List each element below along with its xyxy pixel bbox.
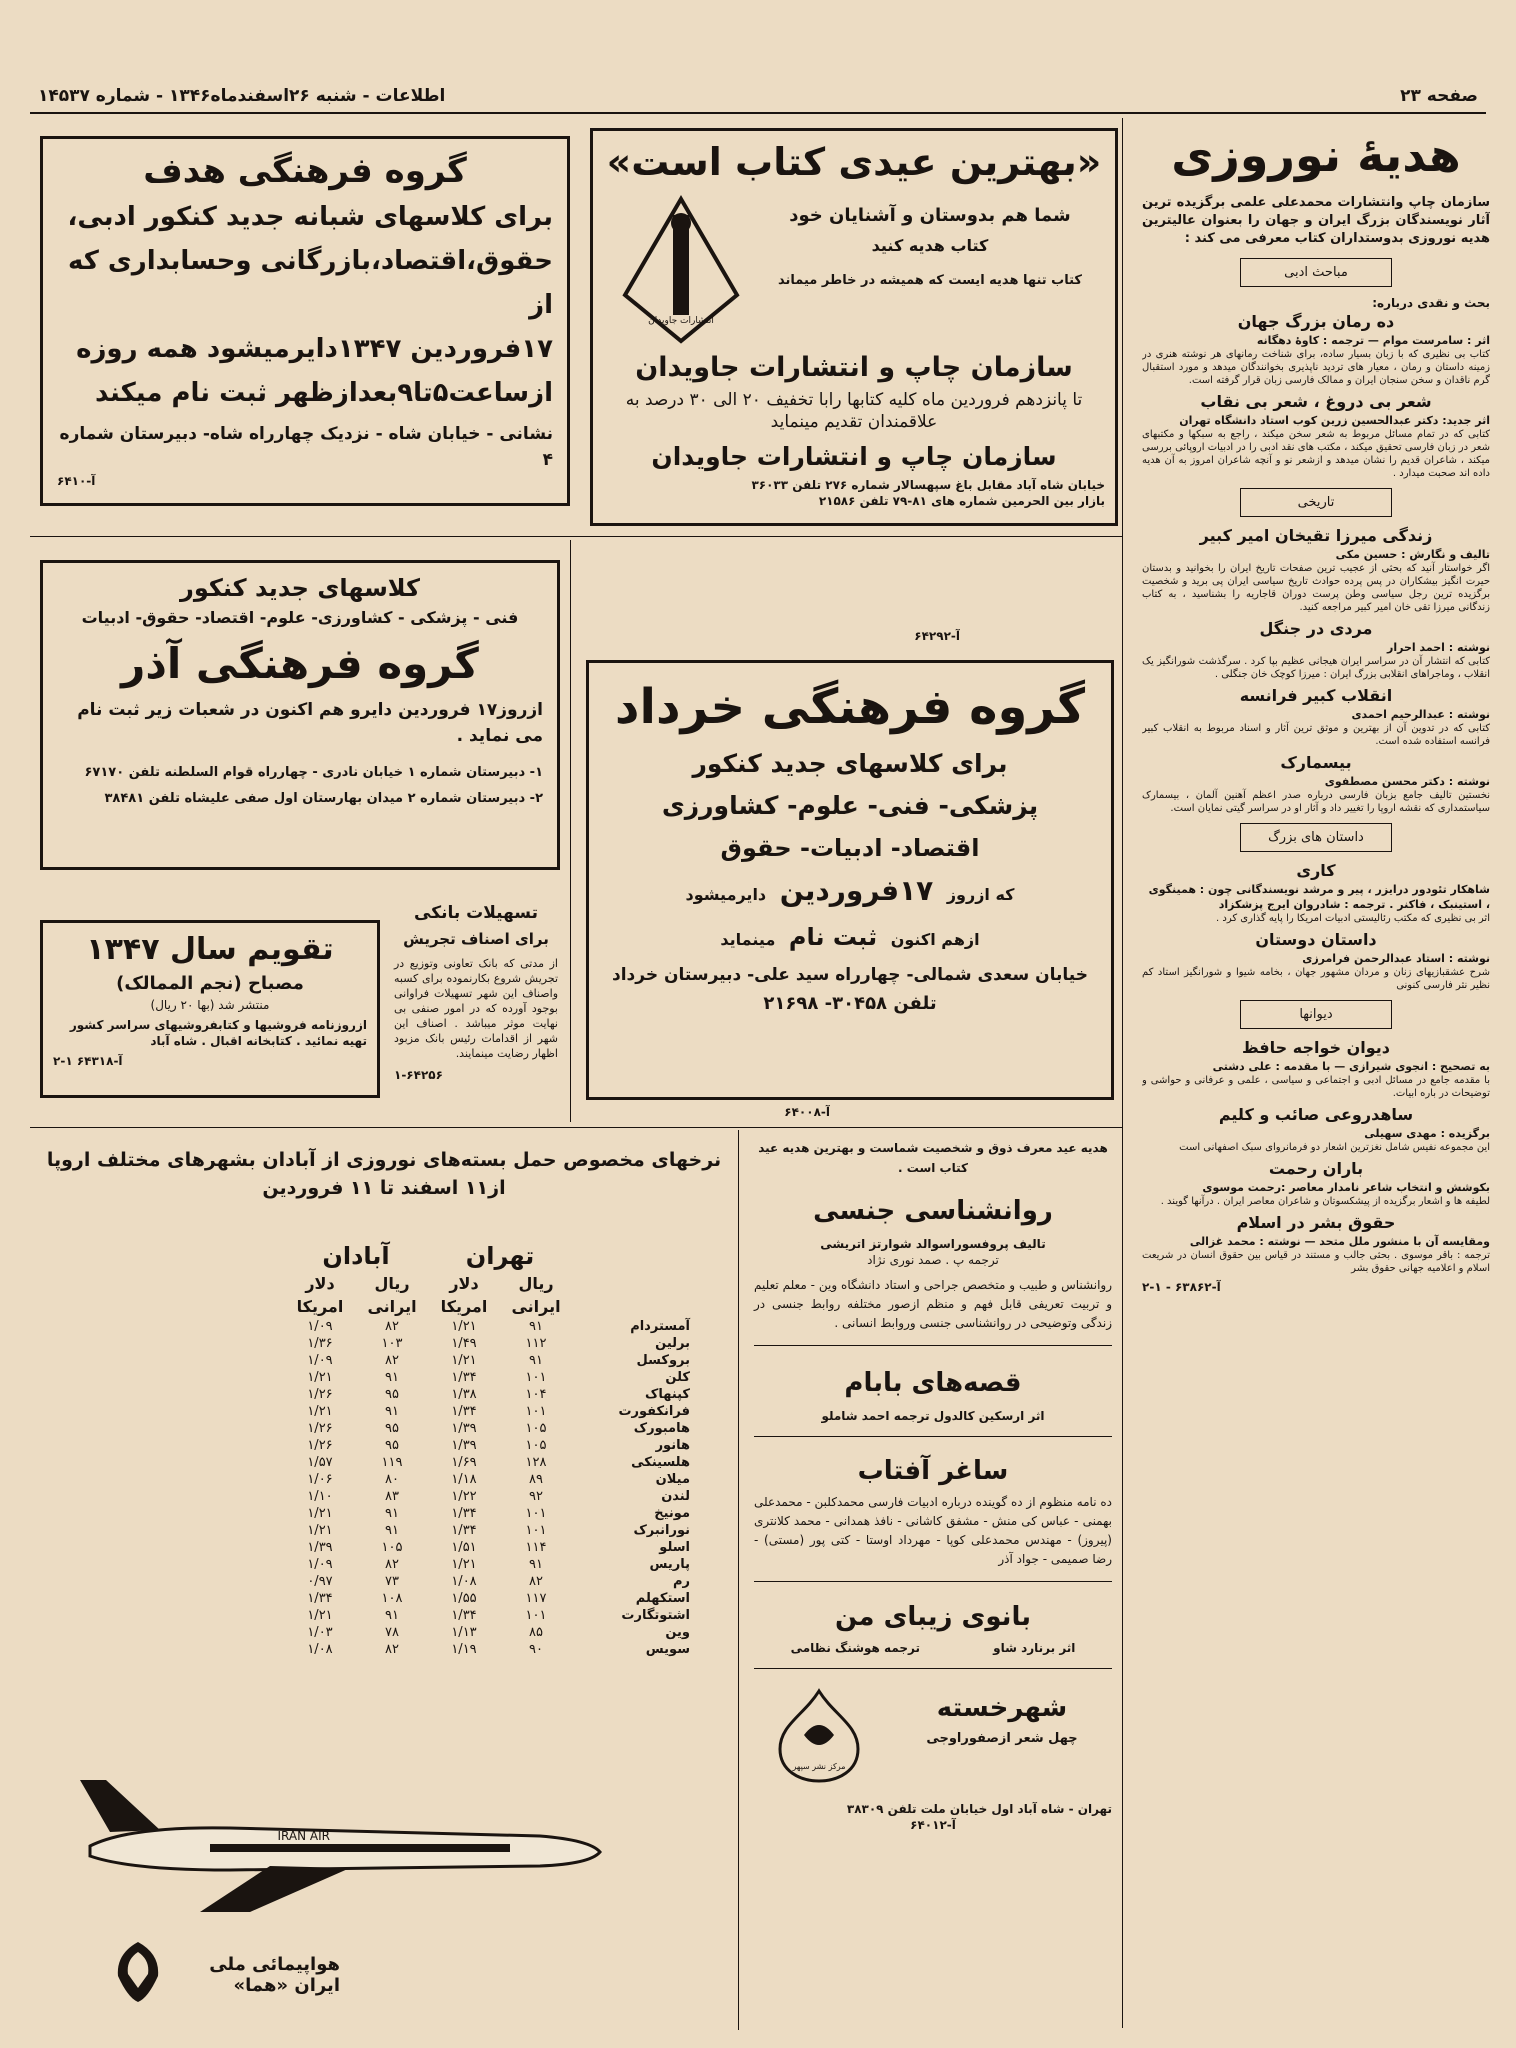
column-divider	[738, 1130, 739, 2030]
khordad-ad	[586, 660, 1114, 1100]
azar-branch-2: ۲- دبیرستان شماره ۲ میدان بهارستان اول صفی علیشاه تلفن ۳۸۴۸۱	[104, 791, 543, 806]
rate-value: ۸۲	[385, 1319, 399, 1334]
calendar-title: تقویم سال ۱۳۴۷	[86, 932, 334, 967]
rate-value: ۱/۳۴	[451, 1404, 477, 1419]
javidan-title: «بهترین عیدی کتاب است»	[606, 140, 1102, 184]
rate-row	[284, 1573, 698, 1590]
psych-book2-title: قصه‌های بابام	[844, 1368, 1022, 1398]
gift-item-title: باران رحمت	[1268, 1159, 1364, 1178]
gift-item-title: دیوان خواجه حافظ	[1242, 1038, 1390, 1057]
gift-item-title: ساهدروعی صائب و کلیم	[1218, 1105, 1414, 1124]
rate-row	[284, 1590, 698, 1607]
rate-value: ۱/۲۱	[307, 1608, 333, 1623]
rate-city: برلین	[655, 1336, 690, 1351]
rate-row	[284, 1607, 698, 1624]
gift-ad	[1142, 122, 1490, 2022]
rate-value: ۱/۴۹	[451, 1336, 477, 1351]
psych-book1-title: روانشناسی جنسی	[813, 1196, 1053, 1226]
sub-iran: ایرانی	[367, 1297, 417, 1316]
rate-value: ۱۰۱	[525, 1370, 547, 1385]
sub-iran: ایرانی	[511, 1297, 561, 1316]
gift-section-tag: دیوانها	[1240, 1000, 1392, 1029]
khordad-line4c: دایرمیشود	[685, 885, 767, 904]
rate-value: ۱/۲۱	[307, 1370, 333, 1385]
rate-row	[284, 1556, 698, 1573]
bank-code: ۱-۶۴۲۵۶	[394, 1068, 443, 1082]
rate-value: ۸۰	[385, 1472, 399, 1487]
calendar-ad	[40, 920, 380, 1098]
page-header	[30, 86, 1486, 108]
khordad-title: گروه فرهنگی خرداد	[614, 679, 1086, 735]
bank-title: تسهیلات بانکی	[414, 903, 538, 923]
psych-book5-author: چهل شعر ازصفوراوجی	[926, 1731, 1078, 1746]
iranair-dates: از۱۱ اسفند تا ۱۱ فروردین	[262, 1177, 506, 1199]
khordad-line5b: ثبت نام	[788, 923, 878, 951]
gift-item-title: داستان دوستان	[1255, 930, 1377, 949]
rate-value: ۱۰۵	[381, 1540, 403, 1555]
rate-value: ۹۱	[529, 1353, 543, 1368]
hadaf-line3: ۱۷فروردین ۱۳۴۷دایرمیشود همه روزه	[76, 334, 553, 364]
khordad-code: آ-۶۴۰۰۸	[784, 1105, 830, 1119]
gift-item-title: بیسمارک	[1280, 753, 1352, 772]
rate-value: ۹۱	[385, 1506, 399, 1521]
rate-value: ۱۱۹	[381, 1455, 403, 1470]
javidan-logo-text: انتشارات جاویدان	[648, 316, 714, 326]
gift-section-tag: تاریخی	[1240, 488, 1392, 517]
rate-value: ۷۸	[385, 1625, 399, 1640]
rate-city: وین	[665, 1625, 690, 1640]
rate-value: ۱/۰۳	[307, 1625, 333, 1640]
gift-item-body: اگر خواستار آنید که بحثی از عجیب ترین صفحات تاریخ ایران را بخوانید و بدستان حیرت انگیز بیشکاران در پس پرده حوادث تاریخ سیاسی ایران پی برید و شخصیت برگزیده ترین رجل سیاسی وطن پرست دوران قاجاریه را بشناسید ، به کتاب زندگانی میرزا تقی خان امیر کبیر مراجعه کنید.	[1142, 563, 1490, 613]
row-divider	[30, 536, 1122, 537]
gift-item-by: برگزیده : مهدی سهیلی	[1364, 1127, 1490, 1140]
rate-value: ۱۱۴	[525, 1540, 547, 1555]
javidan-code: آ-۶۴۲۹۲	[914, 629, 960, 643]
rate-value: ۷۳	[385, 1574, 399, 1589]
rate-value: ۱۰۸	[381, 1591, 403, 1606]
rate-row	[284, 1641, 698, 1658]
rate-value: ۱۰۱	[525, 1506, 547, 1521]
gift-item-by: اثر جدید: دکتر عبدالحسین زرین کوب استاد دانشگاه تهران	[1179, 414, 1490, 427]
khordad-line2: پزشکی- فنی- علوم- کشاورزی	[661, 791, 1039, 820]
gift-item-body: لطیفه ها و اشعار برگزیده از پیشکسوتان و شاعران معاصر ایران . درآنها گویند .	[1160, 1196, 1490, 1207]
rate-value: ۱/۳۴	[451, 1523, 477, 1538]
rate-city: آمستردام	[630, 1319, 690, 1334]
rate-value: ۱/۱۹	[451, 1642, 477, 1657]
bank-sub: برای اصناف تجریش	[403, 930, 549, 948]
rate-city: بروکسل	[636, 1353, 690, 1368]
psych-ad	[748, 1138, 1118, 2028]
hadaf-line4: ازساعت۵تا۹بعدازظهر ثبت نام میکند	[94, 378, 553, 408]
gift-item-title: انقلاب کبیر فرانسه	[1239, 686, 1393, 705]
gift-item-title: کاری	[1296, 861, 1336, 880]
rate-value: ۱/۱۸	[451, 1472, 477, 1487]
calendar-code: آ-۶۴۳۱۸ ۱-۲	[53, 1054, 123, 1068]
gift-item-body: کتابی که در تمام مسائل مربوط به شعر سخن میکند ، راجع به سبکها و مکتبهای شعر در زبان فارسی تحقیق میکند ، مکتب های نقد ادبی را در ادبیات اروپائی بررسی میکند ، شاعران قدیم را نشان میدهد و ازشعر نو و آنچه شاعران امروز به آن هدیه داده اند صحبت میدارد .	[1142, 429, 1490, 479]
azar-title: گروه فرهنگی آذر	[121, 639, 479, 688]
rate-city: نورانبرک	[633, 1523, 690, 1538]
rate-city: میلان	[655, 1472, 690, 1487]
rate-value: ۹۲	[529, 1489, 543, 1504]
rate-value: ۱/۰۸	[307, 1642, 333, 1657]
page-number: صفحه ۲۳	[1400, 86, 1478, 106]
javidan-line2: کتاب هدیه کنید	[871, 236, 989, 255]
rate-value: ۱/۲۱	[451, 1353, 477, 1368]
sub-dollar: دلار	[449, 1274, 479, 1293]
rate-value: ۸۵	[529, 1625, 543, 1640]
psych-book1-translator: ترجمه پ . صمد نوری نژاد	[867, 1253, 999, 1267]
rate-value: ۱/۰۹	[307, 1319, 333, 1334]
javidan-logo-icon	[621, 195, 741, 345]
khordad-line4b: ۱۷فروردین	[779, 874, 934, 907]
rate-value: ۱۰۱	[525, 1608, 547, 1623]
gift-item-by: بکوشش و انتخاب شاعر نامدار معاصر :رحمت موسوی	[1202, 1181, 1490, 1194]
masthead: اطلاعات - شنبه ۲۶اسفندماه۱۳۴۶ - شماره ۱۴۵۳۷	[38, 86, 446, 106]
sub-dollar: دلار	[305, 1274, 335, 1293]
gift-item-title: مردی در جنگل	[1259, 619, 1373, 638]
rate-city: استکهلم	[635, 1591, 690, 1606]
sepehr-logo-icon	[774, 1685, 864, 1785]
gift-section-tag: مباحث ادبی	[1240, 258, 1392, 287]
gift-ad-code: آ-۶۳۸۶۲ - ۱-۲	[1142, 1280, 1221, 1294]
gift-item-by: نوشته : احمد احرار	[1387, 641, 1490, 654]
sepehr-logo-text: مرکز نشر سپهر	[792, 1762, 846, 1771]
javidan-org: سازمان چاپ و انتشارات جاویدان	[635, 352, 1073, 383]
rate-value: ۸۹	[529, 1472, 543, 1487]
rate-value: ۱/۳۹	[307, 1540, 333, 1555]
rate-row	[284, 1352, 698, 1369]
gift-item-pre: بحث و نقدی درباره:	[1372, 296, 1490, 310]
rate-value: ۱/۳۴	[307, 1591, 333, 1606]
rate-row	[284, 1335, 698, 1352]
rate-value: ۹۱	[529, 1557, 543, 1572]
rate-row	[284, 1386, 698, 1403]
rate-city: هلسینکی	[631, 1455, 690, 1470]
khordad-line4a: که ازروز	[946, 885, 1015, 904]
javidan-offer: تا پانزدهم فروردین ماه کلیه کتابها رابا تخفیف ۲۰ الی ۳۰ درصد به علاقمندان تقدیم مینماید	[625, 390, 1083, 432]
gift-item-by: اثر : سامرست موام — ترجمه : کاوهٔ دهگانه	[1256, 334, 1490, 347]
psych-book1-body: روانشناس و طبیب و متخصص جراحی و استاد دانشگاه وین - معلم تعلیم و تربیت تعریفی قابل فهم و منظم ازصور مختلفه روابط جنسی در زندگی وتوضیحی در روانشناسی جنسی وروابط انسانی .	[754, 1278, 1112, 1330]
rate-city: هانور	[655, 1438, 690, 1453]
gift-item-title: حقوق بشر در اسلام	[1236, 1213, 1396, 1232]
rate-value: ۱۱۷	[525, 1591, 547, 1606]
rate-city: کلن	[665, 1370, 690, 1385]
airplane-livery: IRAN AIR	[277, 1829, 330, 1843]
airplane-icon	[70, 1766, 610, 1916]
rate-value: ۱/۳۹	[451, 1421, 477, 1436]
rate-row	[284, 1488, 698, 1505]
header-rule	[30, 112, 1486, 114]
rate-row	[284, 1471, 698, 1488]
rate-value: ۱/۳۹	[451, 1438, 477, 1453]
rate-city: پاریس	[649, 1557, 690, 1572]
rate-city: مونیخ	[654, 1506, 690, 1521]
javidan-addr1: خیابان شاه آباد مقابل باغ سپهسالار شماره ۲۷۶ تلفن ۳۶۰۳۳	[751, 478, 1105, 492]
gift-item-by: نوشته : عبدالرحیم احمدی	[1351, 708, 1490, 721]
azar-text: ازروز۱۷ فروردین دایرو هم اکنون در شعبات زیر ثبت نام می نماید .	[77, 700, 543, 746]
psych-book1-author: تالیف پروفسوراسوالد شوارتز اتریشی	[820, 1237, 1046, 1251]
rate-value: ۹۱	[385, 1370, 399, 1385]
sub-rial: ریال	[518, 1274, 554, 1293]
sub-rial: ریال	[374, 1274, 410, 1293]
gift-item-body: این مجموعه نفیس شامل نغزترین اشعار دو فرمانروای سبک اصفهانی است	[1179, 1142, 1490, 1153]
gift-item-body: کتابی که در تدوین آن از بهترین و موثق ترین آثار و اسناد مربوط به انقلاب کبیر فرانسه استفاده شده است.	[1142, 723, 1490, 747]
rate-value: ۱۰۵	[525, 1421, 547, 1436]
psych-intro: هدیه عید معرف ذوق و شخصیت شماست و بهترین هدیه عید کتاب است .	[758, 1141, 1108, 1175]
gift-item-by: به تصحیح : انجوی شیرازی — با مقدمه : علی دشتی	[1212, 1060, 1490, 1073]
gift-item-body: شرح عشقبازیهای زنان و مردان مشهور جهان ، بخامه شیوا و شورانگیز استاد کم نظیر نثر فارسی کنونی	[1142, 967, 1490, 991]
column-divider	[570, 540, 571, 1122]
iranair-ad	[40, 1146, 728, 2026]
khordad-line5c: مینماید	[720, 930, 776, 949]
rate-row	[284, 1624, 698, 1641]
rate-value: ۱/۳۴	[451, 1608, 477, 1623]
gift-item-body: کتاب بی نظیری که با زبان بسیار ساده، برای شناخت رمانهای هر نوشته هنری در زمینه داستان و رمان ، معیار های تردید ناپذیری بخوانندگان میدهد و مورد استقبال گرم ناقدان و سخن سنجان ایران و ممالک فارسی زبان قرار گرفته است.	[1142, 349, 1490, 386]
gift-ad-title: هدیهٔ نوروزی	[1171, 128, 1461, 182]
azar-sub1: کلاسهای جدید کنکور	[180, 574, 420, 602]
rate-value: ۱/۳۴	[451, 1506, 477, 1521]
rate-value: ۱/۱۳	[451, 1625, 477, 1640]
gift-item-body: کتابی که انتشار آن در سراسر ایران هیجانی عظیم بپا کرد . سرگذشت شورانگیز یک انقلاب ، وماجراهای انقلابی بزرگ ایران : میرزا کوچک خان جنگلی .	[1142, 656, 1490, 680]
homa-logo-icon	[108, 1936, 168, 2006]
javidan-line3: کتاب تنها هدیه ایست که همیشه در خاطر میماند	[778, 273, 1082, 288]
rate-city: اشتوتگارت	[621, 1608, 690, 1623]
javidan-org2: سازمان چاپ و انتشارات جاویدان	[651, 442, 1057, 471]
gift-item-title: ده رمان بزرگ جهان	[1237, 312, 1395, 331]
khordad-line5a: ازهم اکنون	[890, 930, 980, 949]
rate-value: ۱/۲۱	[451, 1557, 477, 1572]
khordad-line1: برای کلاسهای جدید کنکور	[692, 749, 1008, 778]
sub-us: امریکا	[296, 1297, 344, 1316]
rate-city: سویس	[645, 1642, 690, 1657]
bank-ad	[390, 896, 562, 1122]
iranair-title: نرخهای مخصوص حمل بسته‌های نوروزی از آبادان بشهرهای مختلف اروپا	[46, 1149, 722, 1171]
rate-value: ۹۰	[529, 1642, 543, 1657]
gift-item-body: اثر بی نظیری که مکتب رئالیستی ادبیات امریکا را پایه گذاری کرد .	[1216, 913, 1490, 924]
gift-ad-intro: سازمان چاپ وانتشارات محمدعلی علمی برگزیده ترین آثار نویسندگان بزرگ ایران و جهان را بعنوان عالیترین هدیه نوروزی بدوستداران کتاب معرفی می کند :	[1142, 195, 1490, 246]
rate-value: ۹۱	[529, 1319, 543, 1334]
sub-us: امریکا	[440, 1297, 488, 1316]
khordad-tel: تلفن ۳۰۴۵۸- ۲۱۶۹۸	[763, 993, 937, 1014]
rate-value: ۸۳	[385, 1489, 399, 1504]
rate-value: ۱/۵۱	[451, 1540, 477, 1555]
rate-city: هامبورک	[633, 1421, 690, 1436]
rate-value: ۹۵	[385, 1387, 399, 1402]
rate-value: ۱۱۲	[525, 1336, 547, 1351]
iranair-brand: هواپیمائی ملی ایران «هما»	[209, 1954, 340, 1996]
rate-value: ۹۵	[385, 1438, 399, 1453]
rate-row	[284, 1505, 698, 1522]
hadaf-line2: حقوق،اقتصاد،بازرگانی وحسابداری که از	[67, 246, 553, 320]
rate-city: اسلو	[659, 1540, 690, 1555]
gift-item-by: نوشته : استاد عبدالرحمن فرامرزی	[1302, 952, 1490, 965]
rate-value: ۱/۶۹	[451, 1455, 477, 1470]
rate-value: ۱/۱۰	[307, 1489, 333, 1504]
rate-value: ۱۰۱	[525, 1404, 547, 1419]
rate-city: لندن	[661, 1489, 690, 1504]
rate-value: ۱۰۵	[525, 1438, 547, 1453]
rate-value: ۱۰۳	[381, 1336, 403, 1351]
rate-value: ۹۱	[385, 1608, 399, 1623]
rate-value: ۱/۲۲	[451, 1489, 477, 1504]
psych-book3-body: ده نامه منظوم از ده گوینده درباره ادبیات فارسی محمدکلبن - محمدعلی بهمنی - عباس کی منش - مشفق کاشانی - نافذ همدانی - محمد کلانتری (پیروز) - مهندس محمدعلی کوپا - مهرداد اوستا - کتی پور (مستی) - رضا صمیمی - جواد آذر	[754, 1495, 1112, 1566]
column-divider	[1122, 118, 1123, 2028]
rate-value: ۱/۵۷	[307, 1455, 333, 1470]
gift-item-body: ترجمه : باقر موسوی . بحثی جالب و مستند در قیاس بین حقوق انسان در شریعت اسلام و اعلامیه جهانی حقوق بشر	[1142, 1250, 1490, 1274]
khordad-line3: اقتصاد- ادبیات- حقوق	[720, 834, 980, 862]
azar-branch-1: ۱- دبیرستان شماره ۱ خیابان نادری - چهارراه قوام السلطنه تلفن ۶۷۱۷۰	[84, 765, 543, 780]
rate-value: ۱/۰۸	[451, 1574, 477, 1589]
rate-row	[284, 1420, 698, 1437]
row-divider	[30, 1127, 1122, 1128]
gift-item-by: نوشته : دکتر محسن مصطفوی	[1324, 775, 1490, 788]
rate-row	[284, 1454, 698, 1471]
hadaf-code: آ-۶۴۱۰	[57, 474, 96, 488]
gift-item-by: شاهکار تئودور درایزر ، پیر و مرشد نویسندگانی چون : همینگوی ، استینبک ، فاکنر . ترجمه : شادروان ایرج پزشکزاد	[1148, 883, 1490, 911]
gift-item-body: نخستین تالیف جامع بزبان فارسی درباره صدر اعظم آهنین آلمان ، بیسمارک سیاستمداری که نقشه اروپا را تغییر داد و آثار او در سراسر گیتی نمایان است.	[1142, 790, 1490, 814]
bank-text: از مدتی که بانک تعاونی وتوزیع در تجریش شروع بکارنموده برای کسبه واصناف این شهر تسهیلات فراوانی بوجود آورده که در امور صنفی بی نهایت موثر میباشد . اصناف این شهر از اقدامات رئیس بانک مزبود اظهار رضایت مینمایند.	[394, 957, 558, 1060]
javidan-addr2: بازار بین الحرمین شماره های ۸۱-۷۹ تلفن ۲۱۵۸۶	[818, 494, 1105, 508]
iranair-rates-table	[284, 1240, 698, 1658]
rate-value: ۱/۲۶	[307, 1387, 333, 1402]
gift-section-tag: داستان های بزرگ	[1240, 823, 1392, 852]
rate-value: ۹۱	[385, 1404, 399, 1419]
rate-city: کپنهاک	[645, 1387, 690, 1402]
psych-book4-author: اثر برنارد شاو	[993, 1641, 1076, 1655]
gift-item-by: ومقایسه آن با منشور ملل متحد — نوشته : محمد غزالی	[1189, 1235, 1490, 1248]
rate-value: ۱/۵۵	[451, 1591, 477, 1606]
psych-book2-author: اثر ارسکین کالدول ترجمه احمد شاملو	[821, 1409, 1045, 1423]
javidan-line1: شما هم بدوستان و آشنایان خود	[789, 205, 1071, 226]
rate-value: ۱/۲۱	[307, 1506, 333, 1521]
rate-value: ۱/۳۴	[451, 1370, 477, 1385]
rate-row	[284, 1539, 698, 1556]
psych-book3-title: ساغر آفتاب	[857, 1456, 1009, 1486]
rate-value: ۱/۲۶	[307, 1438, 333, 1453]
rate-value: ۱/۳۸	[451, 1387, 477, 1402]
rate-city: رم	[672, 1574, 690, 1589]
rate-city: فرانکفورت	[618, 1404, 690, 1419]
rate-value: ۰/۹۷	[307, 1574, 333, 1589]
calendar-text: ازروزنامه فروشیها و کتابفروشیهای سراسر کشور تهیه نمائید . کتابخانه اقبال . شاه آباد	[69, 1018, 367, 1048]
gift-item-by: تالیف و نگارش : حسین مکی	[1335, 548, 1490, 561]
rate-value: ۹۱	[385, 1523, 399, 1538]
gift-item-title: زندگی میرزا تقیخان امیر کبیر	[1199, 526, 1433, 545]
rate-value: ۱/۳۶	[307, 1336, 333, 1351]
rate-value: ۸۲	[385, 1557, 399, 1572]
rate-value: ۱/۲۱	[451, 1319, 477, 1334]
psych-book4-translator: ترجمه هوشنگ نظامی	[790, 1641, 920, 1655]
rate-value: ۱/۲۱	[307, 1404, 333, 1419]
calendar-sub: مصباح (نجم الممالک)	[116, 973, 304, 994]
hadaf-title: گروه فرهنگی هدف	[143, 151, 467, 191]
hadaf-ad	[40, 136, 570, 506]
rate-row	[284, 1318, 698, 1335]
psych-book5-title: شهرخسته	[936, 1693, 1068, 1723]
rate-value: ۸۲	[385, 1353, 399, 1368]
rate-value: ۱/۲۶	[307, 1421, 333, 1436]
rate-value: ۸۲	[385, 1642, 399, 1657]
rate-value: ۱۰۴	[525, 1387, 547, 1402]
javidan-ad	[590, 128, 1118, 526]
rate-value: ۱/۰۶	[307, 1472, 333, 1487]
azar-ad	[40, 560, 560, 870]
rate-row	[284, 1403, 698, 1420]
psych-book4-title: بانوی زیبای من	[835, 1602, 1031, 1632]
hadaf-line1: برای کلاسهای شبانه جدید کنکور ادبی،	[67, 202, 553, 232]
col-tehran: تهران	[465, 1242, 535, 1270]
col-abadan: آبادان	[322, 1242, 390, 1270]
rate-row	[284, 1522, 698, 1539]
azar-sub2: فنی - پزشکی - کشاورزی- علوم- اقتصاد- حقوق- ادبیات	[81, 608, 519, 627]
calendar-price: منتشر شد (بها ۲۰ ریال)	[150, 998, 270, 1012]
hadaf-addr: نشانی - خیابان شاه - نزدیک چهارراه شاه- دبیرستان شماره ۴	[59, 424, 553, 470]
rate-value: ۸۲	[529, 1574, 543, 1589]
rate-value: ۱۲۸	[525, 1455, 547, 1470]
gift-item-body: با مقدمه جامع در مسائل ادبی و اجتماعی و سیاسی ، علمی و عرفانی و حواشی و توضیحات در باره ابیات.	[1142, 1075, 1490, 1099]
rate-value: ۱/۰۹	[307, 1353, 333, 1368]
gift-ad-sections	[1142, 258, 1490, 1295]
rate-value: ۱/۰۹	[307, 1557, 333, 1572]
rate-row	[284, 1369, 698, 1386]
psych-code: آ-۶۴۰۱۲	[910, 1818, 956, 1832]
psych-addr: تهران - شاه آباد اول خیابان ملت تلفن ۳۸۳۰۹	[846, 1802, 1112, 1816]
gift-item-title: شعر بی دروغ ، شعر بی نقاب	[1200, 392, 1432, 411]
rate-row	[284, 1437, 698, 1454]
rate-value: ۹۵	[385, 1421, 399, 1436]
rate-value: ۱۰۱	[525, 1523, 547, 1538]
khordad-addr: خیابان سعدی شمالی- چهارراه سید علی- دبیرستان خرداد	[612, 965, 1088, 985]
rate-value: ۱/۲۱	[307, 1523, 333, 1538]
